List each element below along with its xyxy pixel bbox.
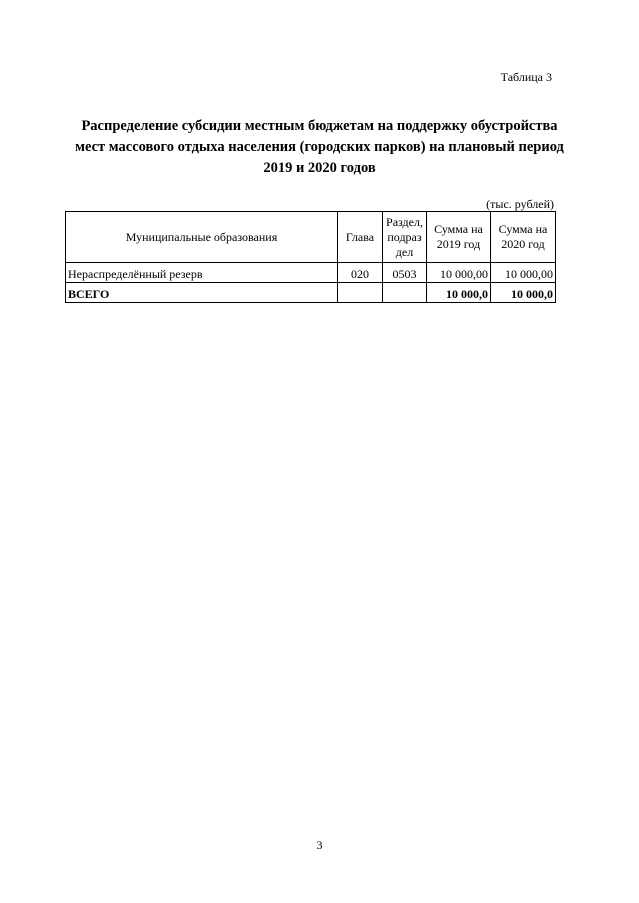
total-sum-2019: 10 000,0 (427, 283, 491, 303)
table-row (66, 263, 556, 283)
title-line-3: 2019 и 2020 годов (263, 160, 376, 176)
header-municipality: Муниципальные образования (66, 212, 338, 263)
header-section-line: Раздел, (386, 214, 423, 229)
header-section-line: дел (395, 244, 414, 259)
total-chapter (338, 283, 383, 303)
header-section-line: подраз (387, 229, 422, 244)
cell-sum-2020: 10 000,00 (491, 263, 556, 283)
cell-section: 0503 (383, 263, 427, 283)
table-header-row (66, 212, 556, 263)
cell-chapter: 020 (338, 263, 383, 283)
title-line-1: Распределение субсидии местным бюджетам на поддержку обустройства (81, 118, 558, 134)
table-label: Таблица 3 (500, 70, 552, 84)
header-sum-2020 (491, 212, 556, 263)
allocation-table (65, 211, 556, 303)
cell-municipality: Нераспределённый резерв (66, 263, 338, 283)
cell-sum-2019: 10 000,00 (427, 263, 491, 283)
header-sum-2019 (427, 212, 491, 263)
total-label: ВСЕГО (66, 283, 338, 303)
total-section (383, 283, 427, 303)
document-title (60, 116, 579, 179)
header-section (383, 212, 427, 263)
header-sum-2020-line: Сумма на (498, 222, 548, 236)
page-number: 3 (316, 838, 323, 852)
title-line-2: мест массового отдыха населения (городских парков) на плановый период (75, 139, 564, 155)
header-sum-2019-line: 2019 год (436, 237, 481, 251)
header-chapter: Глава (338, 212, 383, 263)
total-row (66, 283, 556, 303)
units-note: (тыс. рублей) (486, 197, 554, 211)
header-sum-2019-line: Сумма на (434, 222, 483, 236)
header-sum-2020-line: 2020 год (501, 237, 545, 251)
total-sum-2020: 10 000,0 (491, 283, 556, 303)
